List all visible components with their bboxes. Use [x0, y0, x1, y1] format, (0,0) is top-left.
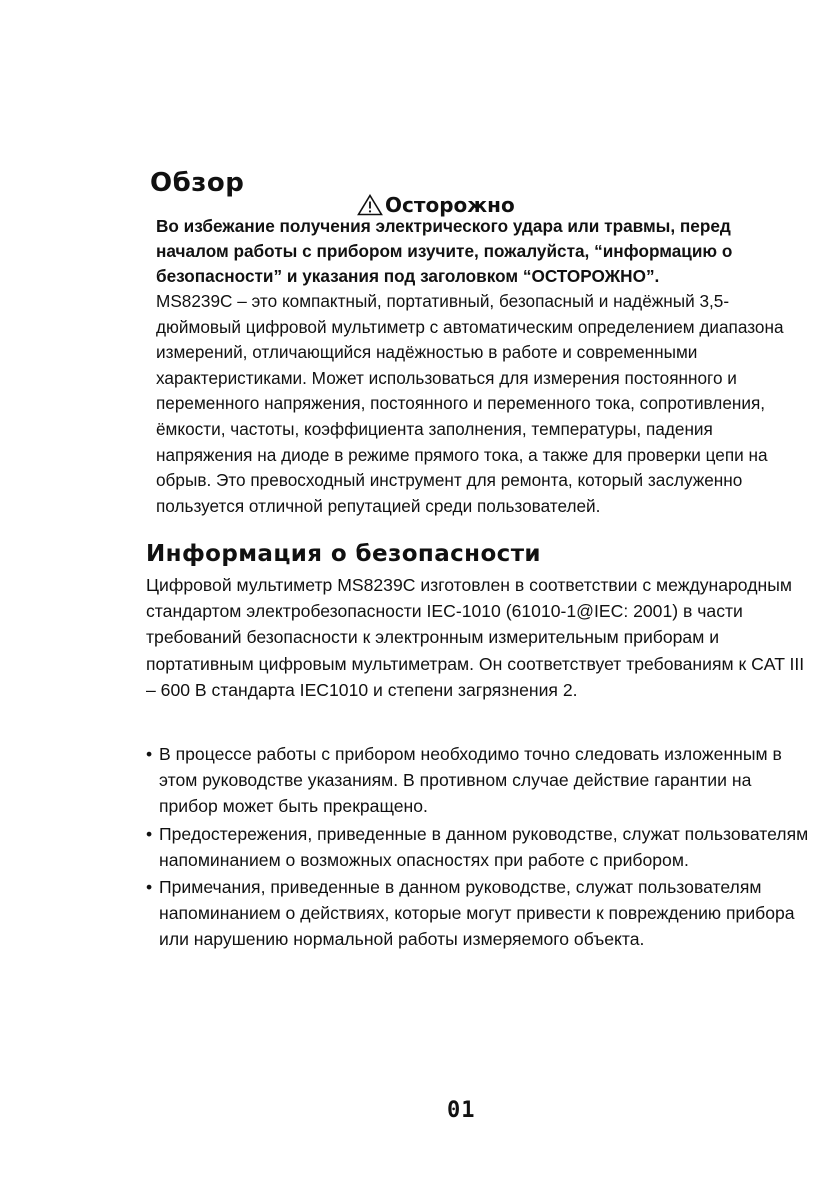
caution-label: Осторожно: [385, 193, 515, 217]
list-item-text: Примечания, приведенные в данном руководстве, служат пользователям напоминанием о действиях, которые могут привести к повреждению прибора или нарушению нормальной работы измеряемого объекта.: [159, 877, 795, 950]
list-item-text: Предостережения, приведенные в данном руководстве, служат пользователям напоминанием о возможных опасностях при работе с прибором.: [159, 823, 809, 870]
section-title: Обзор: [150, 168, 245, 198]
list-item-text: В процессе работы с прибором необходимо точно следовать изложенным в этом руководстве указаниям. В противном случае действие гарантии на прибор может быть прекращено.: [159, 744, 782, 817]
bullet-marker: •: [146, 877, 153, 898]
safety-heading: Информация о безопасности: [146, 541, 541, 567]
safety-bullet-list: [146, 741, 811, 954]
warning-triangle-icon: [357, 194, 383, 216]
bullet-marker: •: [146, 823, 153, 844]
list-item: [146, 821, 811, 873]
page-number: 01: [447, 1098, 476, 1123]
list-item: [146, 741, 811, 820]
bullet-marker: •: [146, 744, 153, 764]
overview-paragraph: MS8239C – это компактный, портативный, безопасный и надёжный 3,5-дюймовый цифровой мультиметр с автоматическим определением диапазона измерений, отличающийся надёжностью в работе и современными характеристиками. Может использоваться для измерения постоянного и переменного напряжения, постоянного и переменного тока, сопротивления, ёмкости, частоты, коэффициента заполнения, температуры, падения напряжения на диоде в режиме прямого тока, а также для проверки цепи на обрыв. Это превосходный инструмент для ремонта, который заслуженно пользуется отличной репутацией среди пользователей.: [156, 291, 784, 516]
list-item: [146, 874, 811, 953]
warning-paragraph: Во избежание получения электрического удара или травмы, перед началом работы с прибором изучите, пожалуйста, “информацию о безопасности” и указания под заголовком “ОСТОРОЖНО”.: [156, 216, 733, 286]
safety-paragraph: Цифровой мультиметр MS8239C изготовлен в соответствии с международным стандартом электробезопасности IEC-1010 (61010-1@IEC: 2001) в части требований безопасности к электронным измерительным приборам и портативным цифровым мультиметрам. Он соответствует требованиям к CAT III – 600 В стандарта IEC1010 и степени загрязнения 2.: [146, 575, 805, 700]
